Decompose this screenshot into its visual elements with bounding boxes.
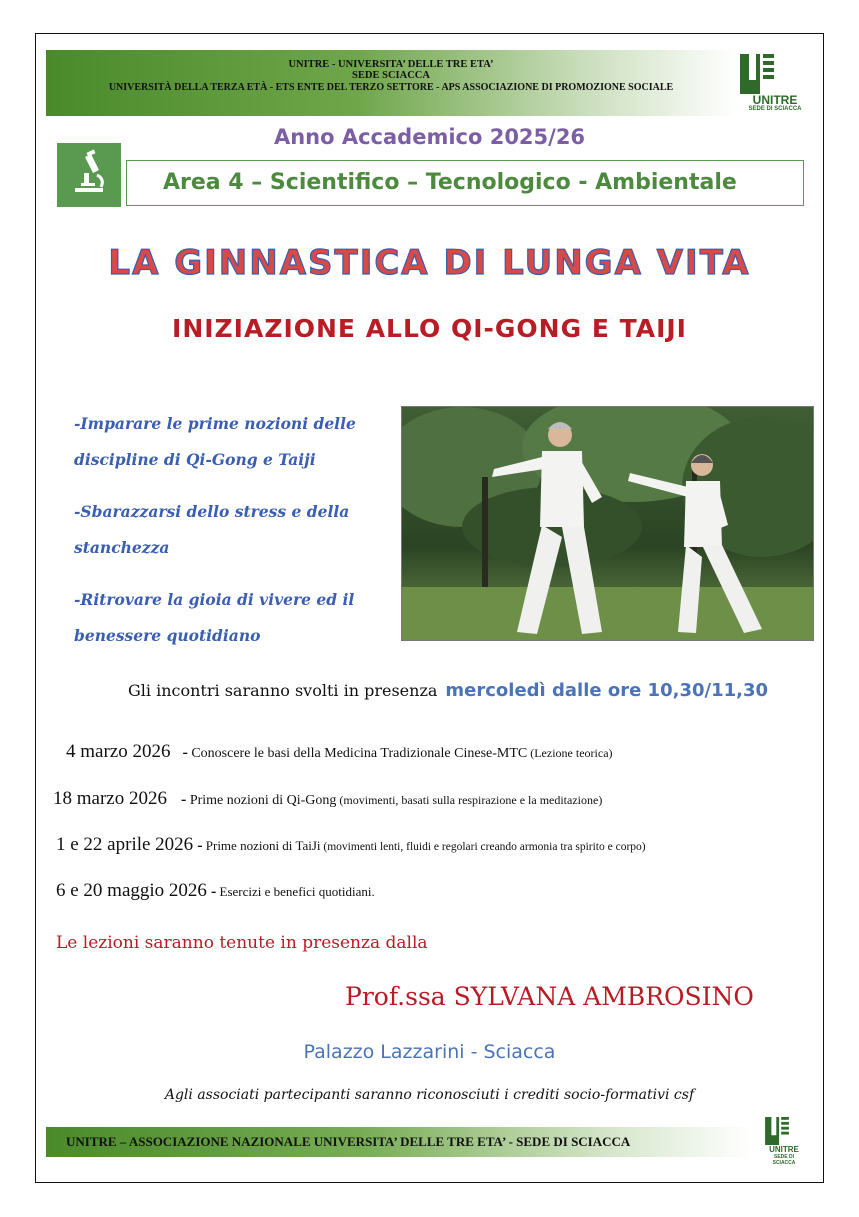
area-label: Area 4 – Scientifico – Tecnologico - Ambientale [126,160,804,206]
unitre-logo [740,54,810,118]
academic-year: Anno Accademico 2025/26 [273,125,586,149]
logo-sub: SEDE DI SCIACCA [748,106,802,112]
teacher-name: Prof.ssa SYLVANA AMBROSINO [345,982,754,1011]
schedule-note: (movimenti, basati sulla respirazione e la meditazione) [336,793,603,807]
header-line-3: UNIVERSITÀ DELLA TERZA ETÀ - ETS ENTE DEL TERZO SETTORE - APS ASSOCIAZIONE DI PROMOZIONE SOCIALE [108,82,674,93]
schedule-separator: - [178,744,188,761]
credits-note: Agli associati partecipanti saranno riconosciuti i crediti socio-formativi csf [164,1087,695,1103]
objective-line: -Imparare le prime nozioni delle [74,414,356,433]
meeting-text: Gli incontri saranno svolti in presenza [128,681,438,700]
schedule-row [56,880,375,902]
header-line-1: UNITRE - UNIVERSITA’ DELLE TRE ETA’ [288,59,494,70]
schedule-date: 6 e 20 maggio 2026 [56,880,207,901]
schedule-text: Conoscere le basi della Medicina Tradizionale Cinese-MTC [187,746,528,761]
unitre-logo-mark [764,1117,790,1145]
course-subtitle: INIZIAZIONE ALLO QI-GONG E TAIJI [172,314,687,343]
unitre-logo-mark [740,54,774,94]
schedule-note: (Lezione teorica) [527,746,613,760]
objectives-list [74,406,394,670]
unitre-logo-footer [764,1117,814,1166]
microscope-icon [57,143,121,207]
objective-line: -Ritrovare la gioia di vivere ed il [74,590,355,609]
course-title: LA GINNASTICA DI LUNGA VITA [108,243,751,283]
schedule-text: Esercizi e benefici quotidiani. [216,884,375,899]
schedule-date: 18 marzo 2026 [53,788,167,809]
meeting-schedule: mercoledì dalle ore 10,30/11,30 [445,680,769,701]
objective-line: stanchezza [74,538,170,557]
lessons-note: Le lezioni saranno tenute in presenza dalla [56,933,428,953]
logo-word: UNITRE [769,1145,799,1154]
schedule-text: Prime nozioni di Qi-Gong [186,793,337,808]
location: Palazzo Lazzarini - Sciacca [303,1041,556,1063]
taiji-photo [401,406,814,641]
schedule-note: (movimenti lenti, fluidi e regolari creando armonia tra spirito e corpo) [320,841,646,853]
objective-item [74,406,394,478]
header-line-2: SEDE SCIACCA [352,70,430,81]
objective-item [74,494,394,566]
logo-sub: SEDE DI SCIACCA [772,1154,796,1166]
schedule-date: 1 e 22 aprile 2026 [56,834,194,855]
header-banner [46,50,736,116]
footer-banner: UNITRE – ASSOCIAZIONE NAZIONALE UNIVERSITA’ DELLE TRE ETA’ - SEDE DI SCIACCA [46,1127,752,1157]
objective-line: -Sbarazzarsi dello stress e della [74,502,350,521]
objective-line: benessere quotidiano [74,626,261,645]
meeting-info [128,680,768,701]
schedule-separator: - [193,837,203,854]
schedule-row [66,741,613,763]
schedule-row [56,834,646,856]
schedule-date: 4 marzo 2026 [66,741,171,762]
schedule-text: Prime nozioni di TaiJi [202,838,321,853]
schedule-separator: - [176,791,187,808]
objective-line: discipline di Qi-Gong e Taiji [74,450,316,469]
schedule-row [53,788,602,810]
objective-item [74,582,394,654]
schedule-separator: - [206,883,217,900]
logo-word: UNITRE [752,93,798,107]
